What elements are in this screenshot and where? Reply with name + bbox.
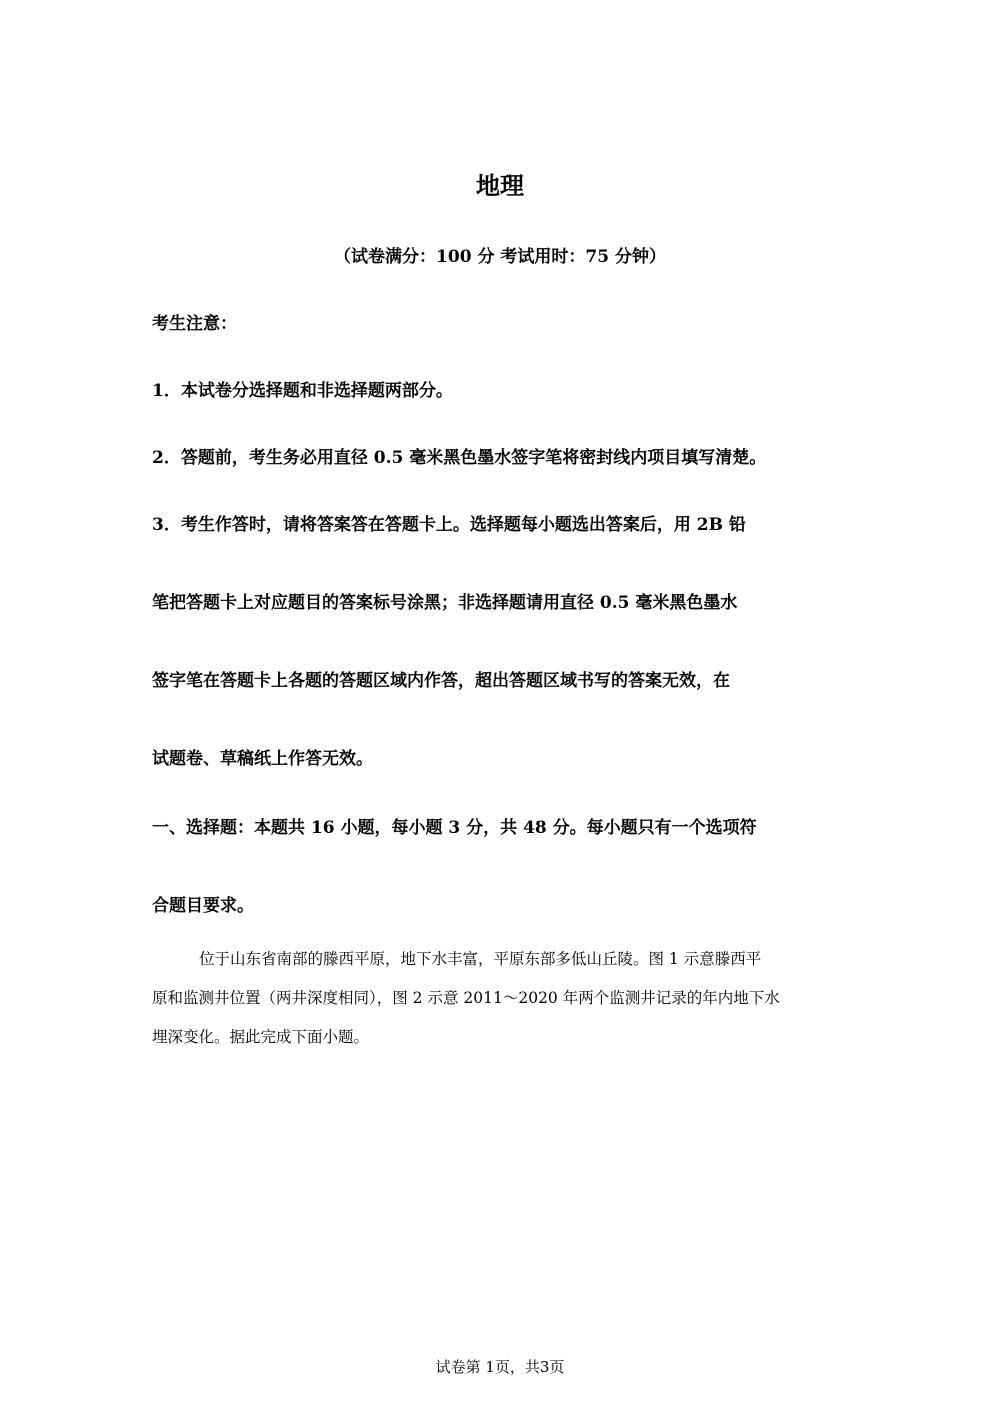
page-footer: 试卷第 1页，共3页 xyxy=(435,1358,565,1376)
passage-line-3: 埋深变化。据此完成下面小题。 xyxy=(152,1028,370,1046)
notice-item-2: 2．答题前，考生务必用直径 0.5 毫米黑色墨水签字笔将密封线内项目填写清楚。 xyxy=(152,448,767,468)
notice-item-3-line-4: 试题卷、草稿纸上作答无效。 xyxy=(152,749,373,769)
exam-info: （试卷满分：100 分 考试用时：75 分钟） xyxy=(334,247,666,267)
notice-item-1: 1．本试卷分选择题和非选择题两部分。 xyxy=(152,381,453,401)
section-heading-line-2: 合题目要求。 xyxy=(152,896,254,916)
notice-item-3-line-2: 笔把答题卡上对应题目的答案标号涂黑；非选择题请用直径 0.5 毫米黑色墨水 xyxy=(152,593,738,613)
passage-line-2: 原和监测井位置（两井深度相同），图 2 示意 2011～2020 年两个监测井记录的年内地下水 xyxy=(152,989,780,1007)
notice-item-3-line-1: 3．考生作答时，请将答案答在答题卡上。选择题每小题选出答案后，用 2B 铅 xyxy=(152,515,746,535)
page-title: 地理 xyxy=(476,172,524,200)
notice-item-3-line-3: 签字笔在答题卡上各题的答题区域内作答，超出答题区域书写的答案无效，在 xyxy=(152,671,730,691)
section-heading-line-1: 一、选择题：本题共 16 小题，每小题 3 分，共 48 分。每小题只有一个选项符 xyxy=(152,818,757,838)
notice-heading: 考生注意： xyxy=(152,314,237,334)
passage-line-1: 位于山东省南部的滕西平原，地下水丰富，平原东部多低山丘陵。图 1 示意滕西平 xyxy=(199,950,762,968)
